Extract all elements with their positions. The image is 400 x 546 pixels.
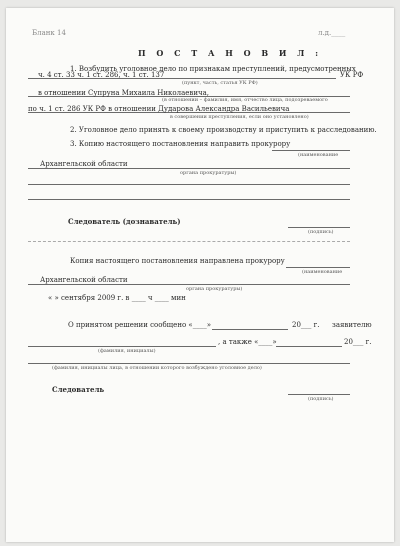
final-signature-line [288,394,350,395]
final-signature-caption: (подпись) [308,396,334,402]
decision-fio-line [28,346,216,347]
copy-text: Копия настоящего постановления направлена прокурору [70,257,285,265]
decision-year-1: 20___ г. [292,321,320,329]
decision-date-line-1 [212,329,288,330]
item3-prosecutor-office: Архангельской области [40,160,128,168]
item2-text: 2. Уголовное дело принять к своему производству и приступить к расследованию. [70,126,377,134]
articles-caption: (пункт, часть, статья УК РФ) [182,80,258,86]
blank-line-1 [28,184,350,185]
person-value-2: по ч. 1 ст. 286 УК РФ в отношении Дударова Александра Васильевича [28,105,290,113]
person-prefix: в отношении Супруна Михаила Николаевича, [38,89,210,97]
investigator-label: Следователь (дознаватель) [68,217,181,226]
decision-applicant: заявителю [332,321,372,329]
investigator-signature-caption: (подпись) [308,229,334,235]
articles-suffix: УК РФ [340,71,364,79]
decision-caption-fio: (фамилия, инициалы) [98,348,156,354]
articles-value: ч. 4 ст. 33 ч. 1 ст. 286, ч. 1 ст. 137 [38,71,165,79]
decision-also: , а также «____» [218,338,277,346]
prosecutor-name-line [272,150,350,151]
person-caption-1: (в отношении – фамилия, имя, отчество лица, подозреваемого [162,97,328,103]
copy-date-line: « » сентября 2009 г. в ____ ч ____ мин [48,294,186,302]
copy-office-line [28,284,350,285]
form-label: Бланк 14 [32,29,66,37]
decision-year-2: 20___ г. [344,338,372,346]
item1-text: 1. Возбудить уголовное дело по признакам преступлений, предусмотренных [70,65,356,73]
decision-text: О принятом решении сообщено «____» [68,321,211,329]
copy-caption-organ: органа прокуратуры) [186,286,243,292]
prosecutor-office-line [28,168,350,169]
decision-person-line [28,363,350,364]
page-ref: л.д.____ [318,29,346,37]
copy-caption-name: (наименование [302,269,343,275]
final-signature-label: Следователь [52,385,105,394]
item3-caption-name: (наименование [298,152,339,158]
investigator-signature-line [288,227,350,228]
copy-name-line [286,267,350,268]
document-title: П О С Т А Н О В И Л : [138,48,323,58]
copy-prosecutor-office: Архангельской области [40,276,128,284]
item3-caption-organ: органа прокуратуры) [180,170,237,176]
separator-line [28,241,350,242]
document-page [6,8,394,542]
blank-line-2 [28,199,350,200]
person-caption-2: в совершении преступления, если оно установлено) [170,114,309,120]
decision-caption-person: (фамилия, инициалы лица, в отношении которого возбуждено уголовное дело) [52,365,262,371]
decision-date-line-2 [276,346,342,347]
item3-text: 3. Копию настоящего постановления направить прокурору [70,140,291,148]
